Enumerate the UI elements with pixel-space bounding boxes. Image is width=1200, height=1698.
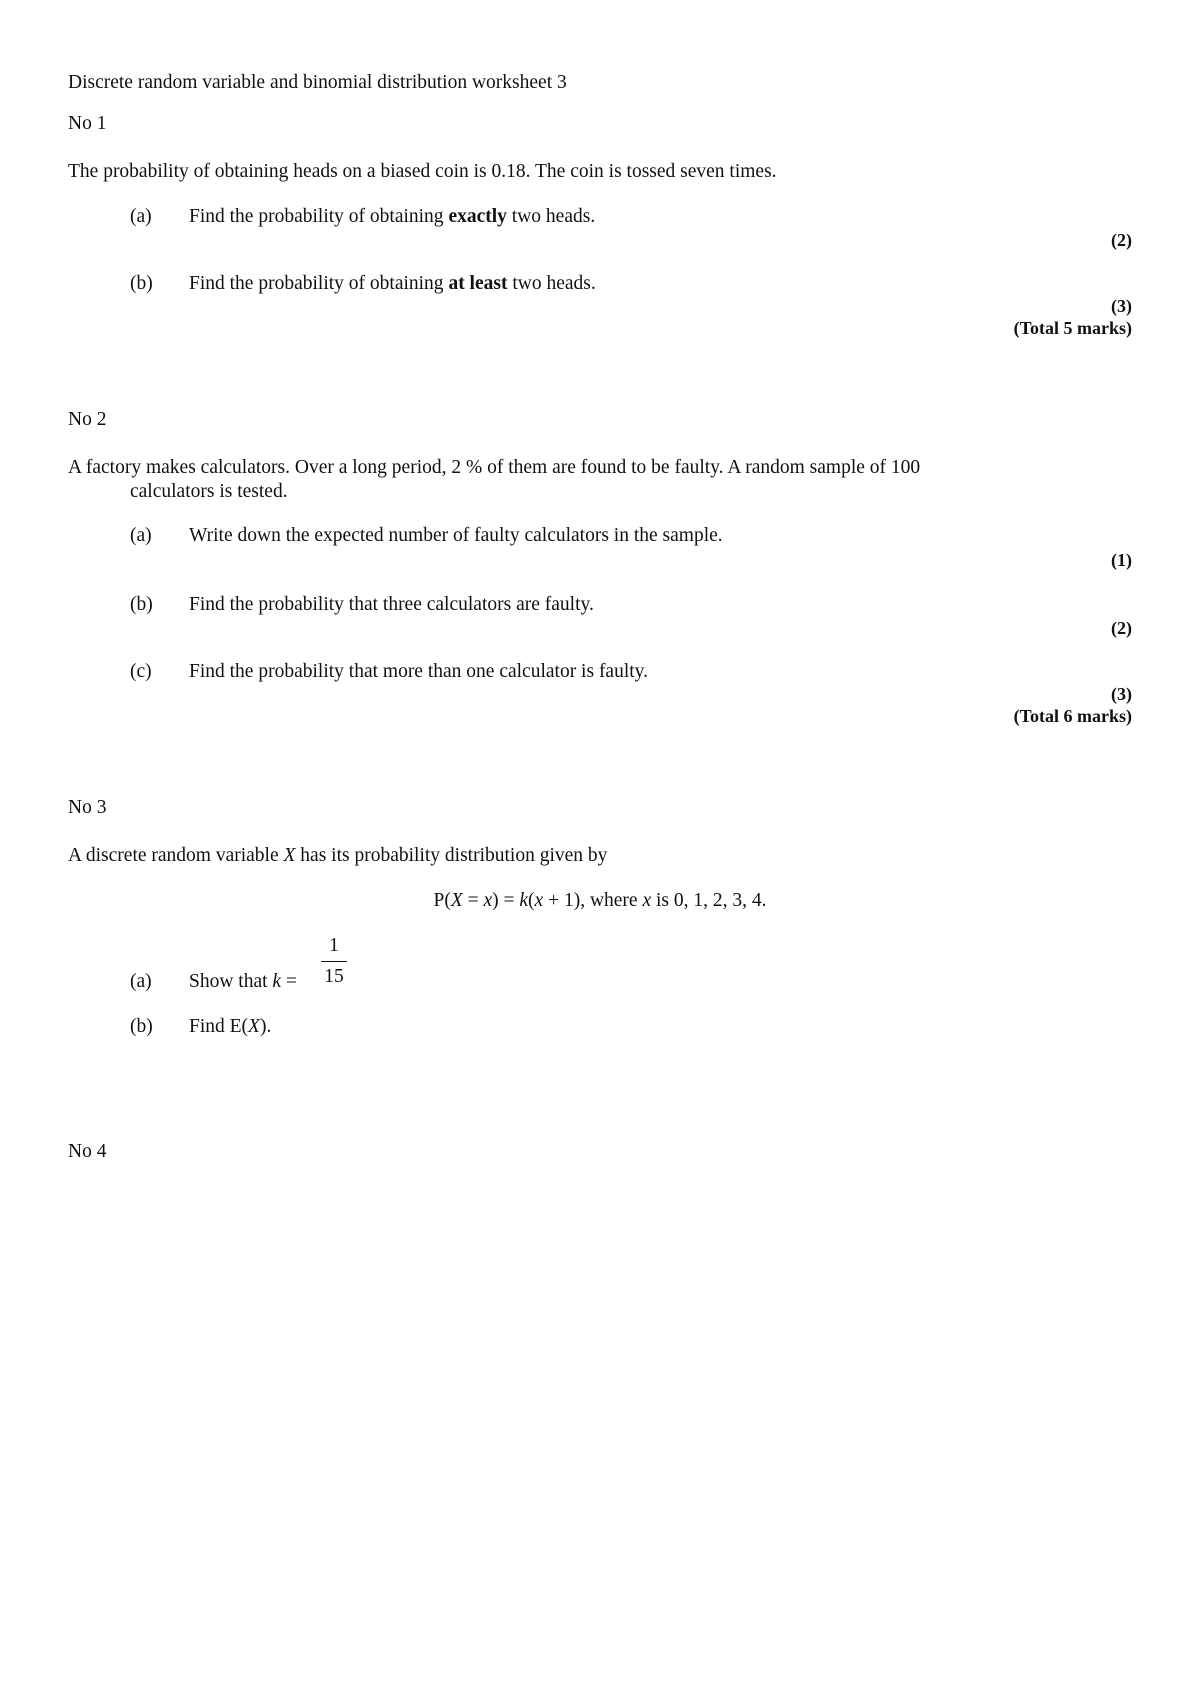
fraction-numerator: 1 (329, 935, 339, 956)
question-3a-text: Show that k = (189, 971, 297, 992)
question-3b-label: (b) (130, 1016, 153, 1037)
question-3-formula: P(X = x) = k(x + 1), where x is 0, 1, 2, 3, 4. (433, 890, 767, 911)
question-1a-label: (a) (130, 206, 152, 227)
question-2-total-marks: (Total 6 marks) (1013, 706, 1132, 726)
question-2c-marks: (3) (1111, 684, 1132, 704)
question-2a-label: (a) (130, 525, 152, 546)
question-1-heading: No 1 (68, 113, 107, 134)
fraction-denominator: 15 (324, 966, 344, 988)
question-2c-text: Find the probability that more than one calculator is faulty. (189, 661, 649, 682)
question-2b-marks: (2) (1111, 618, 1132, 638)
question-1-total-marks: (Total 5 marks) (1013, 318, 1132, 338)
worksheet-title: Discrete random variable and binomial distribution worksheet 3 (68, 72, 567, 93)
question-2b-label: (b) (130, 594, 153, 615)
question-1b-label: (b) (130, 273, 153, 294)
question-4-heading: No 4 (68, 1141, 107, 1162)
question-2b-text: Find the probability that three calculators are faulty. (189, 594, 594, 615)
question-3-intro: A discrete random variable X has its probability distribution given by (68, 845, 608, 866)
question-1b-text: Find the probability of obtaining at least two heads. (189, 273, 596, 294)
question-3-heading: No 3 (68, 797, 107, 818)
question-2-heading: No 2 (68, 409, 107, 430)
question-2a-text: Write down the expected number of faulty calculators in the sample. (189, 525, 723, 546)
question-2-intro-line-1: A factory makes calculators. Over a long period, 2 % of them are found to be faulty. A random sample of 100 (68, 457, 921, 478)
fraction-one-fifteenth (321, 933, 347, 990)
question-1a-marks: (2) (1111, 230, 1132, 250)
question-2a-marks: (1) (1111, 550, 1132, 570)
question-1b-marks: (3) (1111, 296, 1132, 316)
fraction-bar (321, 961, 347, 962)
question-1a-text: Find the probability of obtaining exactly two heads. (189, 206, 596, 227)
question-3a-label: (a) (130, 971, 152, 992)
question-1-intro: The probability of obtaining heads on a biased coin is 0.18. The coin is tossed seven times. (68, 161, 777, 182)
question-2c-label: (c) (130, 661, 152, 682)
question-3b-text: Find E(X). (189, 1016, 272, 1037)
question-2-intro-line-2: calculators is tested. (130, 481, 288, 502)
